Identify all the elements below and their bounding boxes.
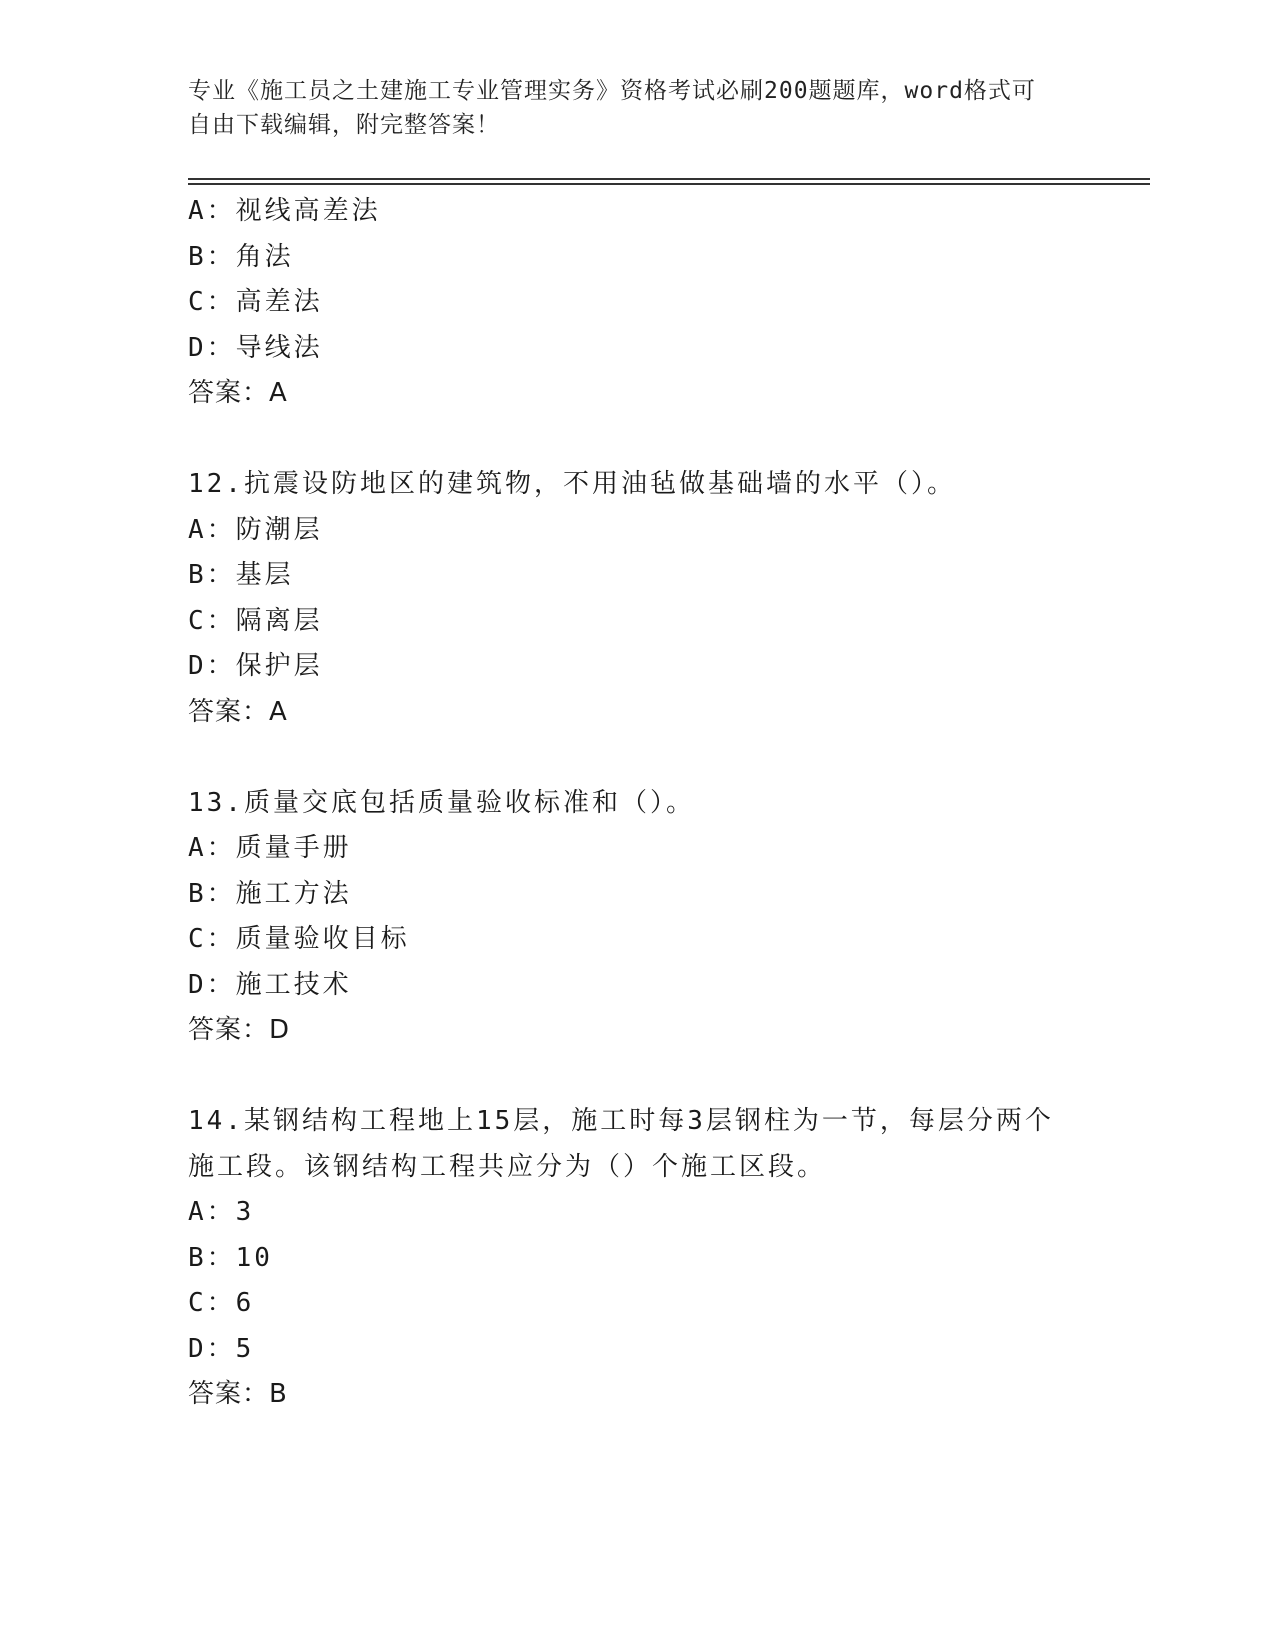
option-a: A：3 bbox=[188, 1197, 255, 1227]
option-d: D：5 bbox=[188, 1333, 255, 1364]
option-a: A：防潮层 bbox=[188, 514, 323, 545]
spacer bbox=[188, 735, 1138, 781]
option-b: B：10 bbox=[188, 1242, 273, 1273]
question-stem-line-1: 14.某钢结构工程地上15层，施工时每3层钢柱为一节，每层分两个 bbox=[188, 1106, 1054, 1136]
header-divider-bottom bbox=[188, 183, 1150, 185]
question-13 bbox=[188, 781, 1138, 1054]
header-line-2: 自由下载编辑，附完整答案！ bbox=[188, 112, 500, 138]
option-b: B：基层 bbox=[188, 560, 294, 590]
header-line-1: 专业《施工员之土建施工专业管理实务》资格考试必刷200题题库，word格式可 bbox=[188, 78, 1036, 104]
answer-line: 答案：A bbox=[188, 696, 288, 727]
answer-line: 答案：A bbox=[188, 378, 288, 408]
spacer bbox=[188, 417, 1138, 463]
answer-line: 答案：B bbox=[188, 1379, 288, 1409]
option-c: C：高差法 bbox=[188, 287, 323, 317]
option-b: B：施工方法 bbox=[188, 878, 352, 909]
question-stem-line-2: 施工段。该钢结构工程共应分为（）个施工区段。 bbox=[188, 1151, 827, 1182]
question-11-continuation bbox=[188, 189, 1138, 417]
document-header bbox=[188, 74, 1088, 142]
question-stem: 13.质量交底包括质量验收标准和（）。 bbox=[188, 787, 695, 818]
option-d: D：导线法 bbox=[188, 332, 323, 363]
header-divider-top bbox=[188, 178, 1150, 180]
option-a: A：质量手册 bbox=[188, 833, 352, 863]
question-stem: 12.抗震设防地区的建筑物，不用油毡做基础墙的水平（）。 bbox=[188, 469, 956, 499]
option-c: C：6 bbox=[188, 1288, 255, 1318]
option-c: C：隔离层 bbox=[188, 605, 323, 636]
option-d: D：施工技术 bbox=[188, 969, 352, 1000]
option-b: B：角法 bbox=[188, 241, 294, 272]
question-14 bbox=[188, 1099, 1138, 1418]
answer-line: 答案：D bbox=[188, 1015, 291, 1045]
spacer bbox=[188, 1054, 1138, 1100]
option-c: C：质量验收目标 bbox=[188, 924, 410, 954]
question-list bbox=[188, 189, 1138, 1418]
option-a: A：视线高差法 bbox=[188, 196, 381, 226]
option-d: D：保护层 bbox=[188, 651, 323, 681]
question-12 bbox=[188, 462, 1138, 735]
